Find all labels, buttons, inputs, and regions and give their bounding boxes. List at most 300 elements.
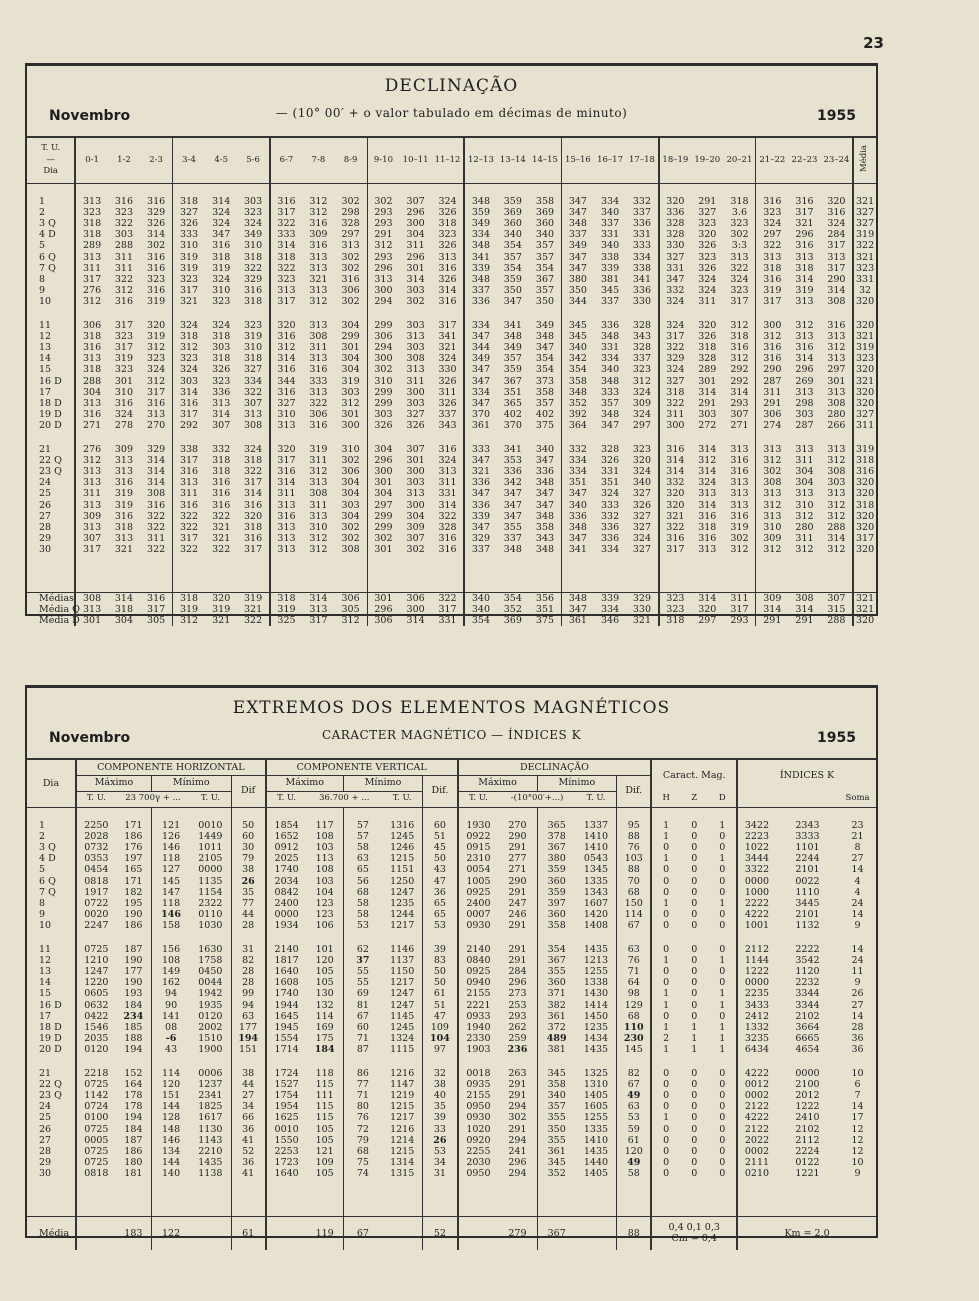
value-cell: 297 <box>756 229 788 240</box>
gap-cell <box>497 580 529 593</box>
value-cell: 2111 <box>737 1157 776 1168</box>
day-cell: 28 <box>39 1145 52 1157</box>
value-cell: 109 <box>315 1157 334 1169</box>
value-cell: 322 <box>270 218 302 229</box>
value-cell: 323 <box>114 206 134 218</box>
day-cell: 7 Q <box>39 886 56 898</box>
day-cell: 24 <box>39 1101 52 1113</box>
value-cell: 301 <box>827 375 846 387</box>
day-cell: 9 <box>39 909 46 921</box>
value-cell: 0 <box>719 1123 726 1135</box>
value-cell: 144 <box>151 1101 190 1112</box>
gap-cell <box>788 556 820 568</box>
value-cell: 309 <box>756 592 788 604</box>
value-cell: 313 <box>795 386 814 398</box>
value-cell: 64 <box>617 977 652 988</box>
value-cell: 358 <box>537 920 576 931</box>
value-cell: 1110 <box>795 886 820 898</box>
gap-cell <box>116 807 152 820</box>
gap-cell <box>335 308 367 320</box>
value-cell: 2222 <box>737 898 776 909</box>
value-cell: 317 <box>270 455 302 466</box>
value-cell: 303 <box>114 229 134 241</box>
value-cell: 4222 <box>737 1068 776 1079</box>
gap-cell <box>382 807 423 820</box>
value-cell: 347 <box>561 488 593 499</box>
value-cell: 299 <box>367 398 399 409</box>
value-cell: 341 <box>632 273 652 285</box>
value-cell: 351 <box>535 603 555 615</box>
value-cell: 331 <box>438 615 457 626</box>
value-cell: 323 <box>632 364 652 376</box>
value-cell: 328 <box>659 229 691 240</box>
value-cell: 351 <box>600 477 620 489</box>
gap-cell <box>458 1180 499 1192</box>
value-cell: 312 <box>147 341 166 353</box>
day-cell: 1 <box>39 819 46 831</box>
value-cell: 0110 <box>198 909 223 921</box>
value-cell: 0 <box>651 1168 680 1179</box>
row-gap <box>27 432 876 444</box>
gap-cell <box>237 568 269 580</box>
value-cell: 71 <box>343 1033 382 1044</box>
hour-header: 23–24 <box>821 137 853 183</box>
value-cell: 1335 <box>583 1123 609 1135</box>
value-cell: 0 <box>719 1145 726 1157</box>
gap-cell <box>151 1056 190 1068</box>
value-cell: 1758 <box>198 954 223 966</box>
declination-row <box>27 296 876 307</box>
value-cell: 310 <box>756 522 788 533</box>
value-cell: 28 <box>231 920 266 931</box>
value-cell: 347 <box>212 229 231 241</box>
value-cell: 253 <box>508 999 527 1011</box>
value-cell: 1527 <box>266 1079 307 1090</box>
value-cell: 4222 <box>737 909 776 920</box>
value-cell: 303 <box>367 409 399 420</box>
value-cell: 322 <box>173 544 205 555</box>
value-cell: 45 <box>423 842 458 853</box>
value-cell: 1215 <box>390 1145 415 1157</box>
value-cell: 0000 <box>198 864 223 876</box>
value-cell: 1210 <box>76 955 116 966</box>
value-cell: 294 <box>508 1134 527 1146</box>
value-cell: 0454 <box>76 864 116 875</box>
value-cell: 151 <box>231 1044 266 1055</box>
value-cell: 103 <box>315 875 334 887</box>
value-cell: 301 <box>341 409 360 421</box>
value-cell: 336 <box>464 477 496 488</box>
value-cell: 9 <box>854 920 861 932</box>
value-cell: 333 <box>600 499 620 511</box>
gap-cell <box>576 1180 617 1192</box>
gap-cell <box>270 556 302 568</box>
value-cell: 188 <box>124 1033 143 1045</box>
media-value: 52 <box>423 1216 458 1250</box>
value-cell: 23 <box>851 819 864 831</box>
value-cell: 307 <box>75 533 107 544</box>
value-cell: 314 <box>406 273 425 285</box>
value-cell: 2210 <box>198 1145 223 1157</box>
value-cell: 345 <box>600 285 620 297</box>
gap-cell <box>723 556 755 568</box>
value-cell: 313 <box>309 353 328 365</box>
value-cell: 236 <box>507 1044 528 1056</box>
value-cell: 0 <box>651 966 680 977</box>
value-cell: 28 <box>231 966 266 977</box>
value-cell: 318 <box>212 454 231 466</box>
value-cell: 8 <box>854 841 861 853</box>
media-cell: 320 <box>853 522 876 533</box>
media-label: Média <box>27 1216 76 1250</box>
value-cell: 0 <box>691 1168 698 1180</box>
gap-cell <box>27 1204 76 1217</box>
hour-header: 13–14 <box>497 137 529 183</box>
value-cell: 359 <box>537 887 576 898</box>
declination-row <box>27 320 876 331</box>
value-cell: 330 <box>659 240 691 251</box>
value-cell: 0 <box>691 875 698 887</box>
value-cell: 302 <box>341 296 360 308</box>
value-cell: 1135 <box>198 875 223 887</box>
gap-cell <box>190 1180 231 1192</box>
value-cell: 318 <box>212 465 231 477</box>
value-cell: 288 <box>114 240 134 252</box>
value-cell: 307 <box>406 443 425 455</box>
value-cell: 313 <box>827 251 846 263</box>
day-cell: 3 Q <box>39 217 56 229</box>
gap-cell <box>691 556 723 568</box>
value-cell: 331 <box>600 229 620 241</box>
z-max-header: Máximo <box>266 775 344 791</box>
value-cell: 118 <box>315 1067 334 1079</box>
value-cell: 60 <box>343 1022 382 1033</box>
value-cell: 348 <box>561 387 593 398</box>
extremes-row <box>27 1112 876 1123</box>
value-cell: 71 <box>343 1090 382 1101</box>
value-cell: 336 <box>600 521 620 533</box>
value-cell: 320 <box>270 444 302 455</box>
value-cell: 2310 <box>458 853 499 864</box>
value-cell: 0 <box>691 1123 698 1135</box>
gap-cell <box>561 580 593 593</box>
value-cell: 304 <box>341 364 360 376</box>
value-cell: 1245 <box>390 830 415 842</box>
media-cell: 327 <box>853 218 876 229</box>
value-cell: 2155 <box>458 1090 499 1101</box>
value-cell: 81 <box>343 1000 382 1011</box>
day-cell: 24 <box>39 477 52 489</box>
gap-cell <box>151 1192 190 1204</box>
value-cell: 324 <box>698 285 717 297</box>
day-cell: 20 D <box>39 1044 62 1056</box>
value-cell: 51 <box>423 1000 458 1011</box>
value-cell: 332 <box>659 477 691 488</box>
value-cell: 190 <box>124 954 143 966</box>
value-cell: 0005 <box>76 1135 116 1146</box>
value-cell: 1625 <box>266 1112 307 1123</box>
gap-cell <box>116 932 152 944</box>
value-cell: 1 <box>719 954 726 966</box>
value-cell: 197 <box>124 853 143 865</box>
declination-row <box>27 207 876 218</box>
day-cell: 8 <box>39 897 46 909</box>
gap-cell <box>576 1204 617 1217</box>
value-cell: 312 <box>827 454 846 466</box>
media-cell: 319 <box>853 342 876 353</box>
value-cell: 56 <box>343 876 382 887</box>
value-cell: 319 <box>114 353 134 365</box>
value-cell: 1546 <box>76 1022 116 1033</box>
value-cell: 318 <box>270 592 302 604</box>
value-cell: 0022 <box>795 875 820 887</box>
value-cell: 105 <box>315 1168 334 1180</box>
hour-header: 10–11 <box>399 137 431 183</box>
gap-cell <box>382 1192 423 1204</box>
value-cell: 343 <box>438 420 457 432</box>
value-cell: 316 <box>659 533 691 544</box>
value-cell: 323 <box>114 330 134 342</box>
day-cell: 26 <box>39 1123 52 1135</box>
value-cell: 149 <box>151 966 190 977</box>
value-cell: 293 <box>508 1010 527 1022</box>
value-cell: 312 <box>730 319 749 331</box>
value-cell: 327 <box>659 252 691 263</box>
gap-cell <box>617 1204 652 1217</box>
value-cell: 0632 <box>76 1000 116 1011</box>
declination-row <box>27 409 876 420</box>
value-cell: 2322 <box>198 897 223 909</box>
declination-table-frame <box>25 63 878 626</box>
value-cell: 316 <box>270 364 302 375</box>
value-cell: 322 <box>147 544 166 556</box>
value-cell: 350 <box>537 1124 576 1135</box>
day-cell: 4 D <box>39 853 56 865</box>
gap-cell <box>75 183 107 196</box>
gap-cell <box>382 1204 423 1217</box>
value-cell: 316 <box>114 477 134 489</box>
value-cell: 0 <box>691 965 698 977</box>
value-cell: 58 <box>617 1168 652 1179</box>
value-cell: 1435 <box>583 1044 609 1056</box>
value-cell: 114 <box>617 909 652 920</box>
value-cell: 303 <box>244 195 263 207</box>
value-cell: 106 <box>315 920 334 932</box>
value-cell: 322 <box>212 510 231 522</box>
value-cell: 314 <box>108 592 140 604</box>
gap-cell <box>529 432 561 444</box>
gap-cell <box>776 1192 839 1204</box>
extremes-media-row <box>27 1216 876 1250</box>
value-cell: 340 <box>561 342 593 353</box>
value-cell: 367 <box>537 842 576 853</box>
value-cell: 1214 <box>390 1134 415 1146</box>
gap-cell <box>853 308 876 320</box>
value-cell: 303 <box>698 409 717 421</box>
gap-cell <box>423 807 458 820</box>
value-cell: 0006 <box>198 1067 223 1079</box>
value-cell: 326 <box>438 375 457 387</box>
value-cell: 313 <box>147 409 166 421</box>
gap-cell <box>576 1192 617 1204</box>
gap-cell <box>205 556 237 568</box>
value-cell: 145 <box>617 1044 652 1055</box>
value-cell: 115 <box>315 1101 334 1113</box>
value-cell: 127 <box>151 864 190 875</box>
value-cell: 333 <box>270 229 302 240</box>
extremes-row <box>27 1135 876 1146</box>
value-cell: 290 <box>827 273 846 285</box>
value-cell: 309 <box>75 511 107 522</box>
value-cell: 1215 <box>390 1101 415 1113</box>
value-cell: 71 <box>617 966 652 977</box>
gap-cell <box>151 1180 190 1192</box>
d-tu-max-header: T. U. <box>458 791 499 807</box>
value-cell: 1022 <box>737 842 776 853</box>
extremes-header <box>27 688 876 758</box>
gap-cell <box>821 183 853 196</box>
value-cell: 323 <box>730 285 749 297</box>
value-cell: 1 <box>719 1033 726 1045</box>
value-cell: 63 <box>231 1011 266 1022</box>
hour-header: 18–19 <box>659 137 691 183</box>
value-cell: 35 <box>423 1101 458 1112</box>
value-cell: 316 <box>795 240 814 252</box>
gap-cell <box>458 807 499 820</box>
gap-cell <box>399 308 431 320</box>
value-cell: 326 <box>438 273 457 285</box>
value-cell: 287 <box>756 376 788 387</box>
value-cell: 339 <box>464 511 496 522</box>
value-cell: 0724 <box>76 1101 116 1112</box>
value-cell: 2232 <box>795 977 820 989</box>
value-cell: 2140 <box>266 944 307 955</box>
gap-cell <box>651 1204 680 1217</box>
value-cell: 301 <box>406 454 425 466</box>
value-cell: 314 <box>212 409 231 421</box>
value-cell: 2112 <box>737 944 776 955</box>
value-cell: 313 <box>75 398 107 409</box>
value-cell: 287 <box>795 420 814 432</box>
hour-header: 16–17 <box>594 137 626 183</box>
gap-cell <box>190 807 231 820</box>
value-cell: 330 <box>632 603 652 615</box>
value-cell: 44 <box>231 1079 266 1090</box>
gap-cell <box>497 432 529 444</box>
gap-cell <box>190 1192 231 1204</box>
value-cell: 193 <box>124 988 143 1000</box>
gap-cell <box>659 568 691 580</box>
value-cell: 322 <box>756 240 788 251</box>
value-cell: 333 <box>600 386 620 398</box>
value-cell: 347 <box>464 488 496 499</box>
value-cell: 340 <box>600 240 620 252</box>
value-cell: 329 <box>147 443 166 455</box>
value-cell: 312 <box>827 544 846 556</box>
value-cell: 313 <box>212 397 231 409</box>
value-cell: 11 <box>851 965 864 977</box>
value-cell: 370 <box>503 420 522 432</box>
gap-cell <box>266 807 307 820</box>
declination-row <box>27 229 876 240</box>
value-cell: 241 <box>508 1145 527 1157</box>
value-cell: 347 <box>503 488 522 500</box>
value-cell: 349 <box>503 341 522 353</box>
gap-cell <box>151 1204 190 1217</box>
gap-cell <box>432 556 464 568</box>
gap-cell <box>680 932 709 944</box>
value-cell: 28 <box>231 977 266 988</box>
value-cell: 313 <box>827 386 846 398</box>
value-cell: 0950 <box>458 1101 499 1112</box>
value-cell: 291 <box>698 397 717 409</box>
value-cell: 140 <box>151 1168 190 1179</box>
value-cell: 63 <box>617 944 652 955</box>
value-cell: 323 <box>147 353 166 365</box>
value-cell: 316 <box>212 488 231 500</box>
day-cell: 6 Q <box>39 875 56 887</box>
gap-cell <box>367 432 399 444</box>
value-cell: 120 <box>617 1146 652 1157</box>
value-cell: 332 <box>632 195 652 207</box>
value-cell: 148 <box>151 1124 190 1135</box>
value-cell: 316 <box>147 499 166 511</box>
value-cell: 326 <box>212 364 231 376</box>
gap-cell <box>594 432 626 444</box>
value-cell: 334 <box>464 229 496 240</box>
value-cell: 293 <box>730 397 749 409</box>
value-cell: 27 <box>231 1090 266 1101</box>
value-cell: -6 <box>151 1033 190 1044</box>
gap-cell <box>237 556 269 568</box>
value-cell: 360 <box>503 217 522 229</box>
declination-summary-row <box>27 615 876 626</box>
extremes-body <box>27 807 876 1250</box>
media-cell: 321 <box>853 331 876 342</box>
gap-cell <box>691 580 723 593</box>
declination-row <box>27 466 876 477</box>
value-cell: 1247 <box>390 999 415 1011</box>
value-cell: 0 <box>651 920 680 931</box>
caract-d-header: D <box>709 791 738 807</box>
day-cell: 15 <box>39 988 52 1000</box>
gap-cell <box>432 432 464 444</box>
value-cell: 291 <box>756 615 788 626</box>
media-cell: 320 <box>853 387 876 398</box>
value-cell: 361 <box>537 1146 576 1157</box>
value-cell: 1120 <box>795 965 820 977</box>
value-cell: 38 <box>231 1068 266 1079</box>
value-cell: 348 <box>561 592 593 604</box>
value-cell: 357 <box>503 251 522 263</box>
value-cell: 1316 <box>390 819 415 831</box>
value-cell: 1608 <box>266 977 307 988</box>
km-value: Km = 2,0 <box>737 1216 876 1250</box>
value-cell: 0 <box>719 1067 726 1079</box>
value-cell: 309 <box>406 521 425 533</box>
gap-cell <box>173 308 205 320</box>
value-cell: 358 <box>535 195 555 207</box>
value-cell: 355 <box>537 966 576 977</box>
value-cell: 297 <box>827 364 846 376</box>
value-cell: 347 <box>464 364 496 375</box>
value-cell: 0422 <box>76 1011 116 1022</box>
gap-cell <box>651 1192 680 1204</box>
value-cell: 312 <box>309 533 328 545</box>
value-cell: 314 <box>244 488 263 500</box>
gap-cell <box>270 580 302 593</box>
value-cell: 1222 <box>737 966 776 977</box>
